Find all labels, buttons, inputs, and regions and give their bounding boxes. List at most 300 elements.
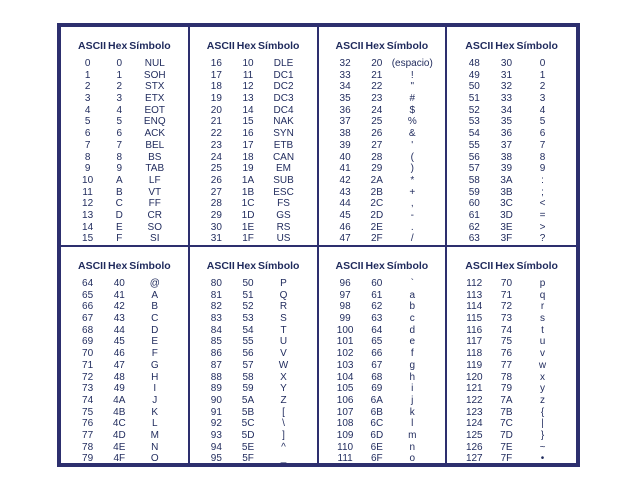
ascii-cell: 69 — [82, 336, 94, 348]
hex-cell: 2D — [370, 209, 384, 221]
symbol-cell: SUB — [273, 174, 294, 186]
ascii-cell: 4 — [84, 104, 91, 116]
ascii-cell: 114 — [466, 301, 483, 313]
ascii-cell: 71 — [82, 359, 94, 371]
symbol-cell: ] — [282, 429, 285, 441]
symbol-cell: } — [540, 429, 545, 441]
hex-cell: 7A — [500, 394, 513, 406]
hex-cell: 8 — [116, 151, 123, 163]
symbol-cell: T — [280, 324, 287, 336]
symbol-cell: R — [279, 301, 288, 313]
table-row — [190, 70, 317, 82]
hex-cell: 50 — [242, 278, 254, 289]
hex-cell: 7 — [116, 139, 123, 151]
ascii-cell: 17 — [210, 69, 222, 81]
symbol-cell: \ — [282, 418, 285, 430]
ascii-cell: 99 — [339, 313, 351, 325]
symbol-cell: 1 — [539, 69, 546, 81]
ascii-cell: 83 — [210, 313, 222, 325]
hex-cell: 3E — [500, 221, 513, 233]
ascii-cell: 15 — [82, 233, 94, 245]
symbol-cell: b — [409, 301, 416, 313]
ascii-cell: 53 — [468, 116, 480, 128]
table-row — [447, 348, 576, 360]
hex-cell: 41 — [113, 289, 125, 301]
table-row — [190, 383, 317, 395]
hex-cell: 10 — [242, 58, 254, 69]
table-row — [447, 58, 576, 70]
hex-cell: 6C — [370, 418, 384, 430]
table-row — [447, 313, 576, 325]
ascii-cell: 39 — [339, 139, 351, 151]
ascii-cell: 44 — [339, 198, 351, 210]
row-list — [190, 278, 317, 465]
header-ascii: ASCII — [206, 40, 235, 52]
table-row — [190, 301, 317, 313]
table-row — [319, 325, 446, 337]
symbol-cell: + — [409, 186, 416, 198]
ascii-cell: 76 — [82, 418, 94, 430]
hex-cell: 77 — [500, 359, 513, 371]
ascii-cell: 34 — [339, 81, 351, 93]
symbol-cell: k — [409, 406, 415, 418]
hex-cell: 14 — [242, 104, 254, 116]
ascii-cell: 112 — [466, 278, 483, 289]
symbol-cell: ( — [410, 151, 414, 163]
table-row — [61, 290, 188, 302]
ascii-cell: 115 — [466, 313, 483, 325]
symbol-cell: z — [540, 394, 546, 406]
symbol-cell: D — [151, 324, 159, 336]
symbol-cell: a — [409, 289, 416, 301]
hex-cell: 33 — [500, 93, 513, 105]
table-row — [447, 198, 576, 210]
table-row — [447, 360, 576, 372]
header-simbolo: Símbolo — [258, 40, 300, 52]
hex-cell: 23 — [371, 93, 383, 105]
table-row — [190, 222, 317, 234]
symbol-cell: ! — [410, 69, 414, 81]
symbol-cell: ) — [410, 163, 414, 175]
hex-cell: 7E — [500, 441, 513, 453]
ascii-cell: 57 — [468, 163, 480, 175]
symbol-cell: l — [411, 418, 414, 430]
row-list — [61, 58, 188, 245]
ascii-cell: 52 — [468, 104, 480, 116]
table-row — [190, 407, 317, 419]
hex-cell: 2F — [370, 233, 383, 245]
header-ascii: ASCII — [335, 260, 364, 272]
table-row — [190, 278, 317, 290]
hex-cell: 3C — [500, 198, 513, 210]
ascii-cell: 61 — [468, 209, 480, 221]
ascii-cell: 86 — [210, 348, 222, 360]
symbol-cell: m — [408, 429, 417, 441]
header-ascii: ASCII — [335, 40, 364, 52]
symbol-cell: U — [279, 336, 288, 348]
hex-cell: 49 — [113, 383, 125, 395]
ascii-cell: 5 — [84, 116, 91, 128]
row-list — [319, 278, 446, 465]
table-row — [447, 222, 576, 234]
hex-cell: C — [115, 198, 123, 210]
symbol-cell: VT — [148, 186, 162, 198]
symbol-cell: ' — [411, 139, 414, 151]
ascii-cell: 124 — [465, 418, 483, 430]
table-row — [447, 233, 576, 245]
symbol-cell: 7 — [539, 139, 546, 151]
ascii-cell: 23 — [210, 139, 222, 151]
ascii-cell: 19 — [210, 93, 222, 105]
hex-cell: 43 — [113, 313, 125, 325]
symbol-cell: i — [411, 383, 414, 395]
symbol-cell: GS — [276, 209, 291, 221]
ascii-cell: 10 — [82, 174, 94, 186]
symbol-cell: 6 — [539, 128, 546, 140]
hex-cell: 69 — [371, 383, 383, 395]
hex-cell: 6F — [370, 453, 383, 465]
table-row — [319, 210, 446, 222]
header-simbolo: Símbolo — [129, 40, 171, 52]
hex-cell: 2A — [370, 174, 383, 186]
symbol-cell: C — [151, 313, 159, 325]
symbol-cell: w — [538, 359, 547, 371]
hex-cell: 59 — [242, 383, 254, 395]
table-row — [319, 58, 446, 70]
symbol-cell: j — [411, 394, 414, 406]
ascii-cell: 121 — [465, 383, 483, 395]
table-row — [447, 383, 576, 395]
header-ascii: ASCII — [206, 260, 235, 272]
table-row — [447, 70, 576, 82]
symbol-cell: CR — [147, 209, 162, 221]
symbol-cell: g — [409, 359, 416, 371]
hex-cell: 66 — [371, 348, 383, 360]
ascii-cell: 78 — [82, 441, 94, 453]
hex-cell: 70 — [500, 278, 513, 289]
ascii-cell: 24 — [210, 151, 222, 163]
symbol-cell: NUL — [144, 58, 165, 69]
table-row — [61, 453, 188, 465]
table-row — [447, 140, 576, 152]
table-row — [190, 93, 317, 105]
hex-cell: 79 — [500, 383, 513, 395]
table-row — [61, 81, 188, 93]
hex-cell: 3A — [500, 174, 513, 186]
table-row — [319, 81, 446, 93]
symbol-cell: ` — [410, 278, 414, 289]
symbol-cell: < — [539, 198, 546, 210]
hex-cell: 39 — [500, 163, 513, 175]
hex-cell: E — [115, 221, 123, 233]
table-row — [319, 175, 446, 187]
table-row — [190, 128, 317, 140]
hex-cell: 37 — [500, 139, 513, 151]
hex-cell: 13 — [242, 93, 254, 105]
symbol-cell: S — [280, 313, 287, 325]
table-row — [61, 222, 188, 234]
hex-cell: 3B — [500, 186, 513, 198]
column-header — [190, 260, 317, 272]
ascii-cell: 64 — [82, 278, 94, 289]
hex-cell: 2 — [116, 81, 123, 93]
hex-cell: 54 — [242, 324, 254, 336]
table-row — [61, 301, 188, 313]
ascii-cell: 0 — [84, 58, 91, 69]
ascii-cell: 50 — [468, 81, 480, 93]
row-list — [319, 58, 446, 245]
ascii-cell: 107 — [336, 406, 354, 418]
hex-cell: 36 — [500, 128, 513, 140]
hex-cell: 44 — [113, 324, 125, 336]
hex-cell: 29 — [371, 163, 383, 175]
hex-cell: 1E — [241, 221, 255, 233]
symbol-cell: E — [151, 336, 159, 348]
ascii-cell: 100 — [336, 324, 354, 336]
ascii-cell: 125 — [465, 429, 483, 441]
ascii-cell: 35 — [339, 93, 351, 105]
symbol-cell: SOH — [143, 69, 166, 81]
table-row — [319, 140, 446, 152]
hex-cell: 25 — [371, 116, 383, 128]
ascii-cell: 16 — [210, 58, 222, 69]
ascii-cell: 62 — [468, 221, 480, 233]
symbol-cell: [ — [282, 406, 285, 418]
ascii-cell: 106 — [336, 394, 354, 406]
ascii-panel — [61, 247, 190, 465]
ascii-cell: 91 — [210, 406, 222, 418]
ascii-cell: 60 — [468, 198, 480, 210]
ascii-cell: 118 — [466, 348, 483, 360]
ascii-cell: 55 — [468, 139, 480, 151]
symbol-cell: / — [410, 233, 414, 245]
symbol-cell: W — [278, 359, 289, 371]
ascii-cell: 46 — [339, 221, 351, 233]
header-hex: Hex — [108, 40, 128, 52]
ascii-panel — [319, 247, 448, 465]
hex-cell: 1D — [241, 209, 255, 221]
symbol-cell: DC2 — [273, 81, 294, 93]
ascii-cell: 70 — [82, 348, 94, 360]
symbol-cell: 9 — [539, 163, 546, 175]
symbol-cell: @ — [149, 278, 160, 289]
ascii-cell: 20 — [210, 104, 222, 116]
symbol-cell: r — [540, 301, 545, 313]
ascii-cell: 54 — [468, 128, 480, 140]
hex-cell: 71 — [500, 289, 513, 301]
ascii-cell: 36 — [339, 104, 351, 116]
ascii-cell: 84 — [210, 324, 222, 336]
symbol-cell: = — [539, 209, 546, 221]
hex-cell: 20 — [371, 58, 383, 69]
symbol-cell: & — [408, 128, 416, 140]
ascii-cell: 47 — [339, 233, 351, 245]
symbol-cell: FF — [148, 198, 161, 210]
symbol-cell: " — [410, 81, 415, 93]
hex-cell: 6A — [370, 394, 383, 406]
symbol-cell: H — [151, 371, 159, 383]
table-row — [319, 152, 446, 164]
symbol-cell: TAB — [145, 163, 165, 175]
hex-cell: 4C — [112, 418, 126, 430]
hex-cell: 58 — [242, 371, 254, 383]
table-row — [447, 152, 576, 164]
ascii-table-frame — [57, 23, 580, 467]
ascii-cell: 110 — [337, 441, 354, 453]
symbol-cell: RS — [276, 221, 291, 233]
table-row — [61, 152, 188, 164]
hex-cell: 6B — [370, 406, 383, 418]
table-row — [319, 163, 446, 175]
table-row — [61, 175, 188, 187]
ascii-panel — [447, 247, 576, 465]
table-row — [190, 325, 317, 337]
symbol-cell: * — [410, 174, 415, 186]
table-row — [61, 278, 188, 290]
ascii-cell: 51 — [468, 93, 480, 105]
symbol-cell: • — [540, 453, 545, 465]
hex-cell: 76 — [500, 348, 513, 360]
header-hex: Hex — [236, 40, 257, 52]
hex-cell: 30 — [500, 58, 513, 69]
table-row — [61, 140, 188, 152]
hex-cell: 73 — [500, 313, 513, 325]
symbol-cell: 0 — [539, 58, 546, 69]
ascii-cell: 116 — [466, 324, 483, 336]
table-row — [447, 301, 576, 313]
ascii-cell: 25 — [210, 163, 222, 175]
ascii-panel — [190, 247, 319, 465]
table-row — [447, 81, 576, 93]
hex-cell: 4A — [113, 394, 126, 406]
ascii-panel — [319, 27, 448, 247]
column-header — [447, 260, 576, 272]
ascii-cell: 32 — [339, 58, 351, 69]
symbol-cell: V — [280, 348, 287, 360]
ascii-cell: 37 — [339, 116, 351, 128]
symbol-cell: - — [410, 209, 414, 221]
symbol-cell: BS — [148, 151, 162, 163]
ascii-cell: 109 — [336, 429, 354, 441]
table-row — [190, 210, 317, 222]
table-row — [61, 336, 188, 348]
hex-cell: 4D — [112, 429, 126, 441]
hex-cell: 5F — [242, 453, 254, 465]
table-row — [190, 360, 317, 372]
symbol-cell: X — [280, 371, 287, 383]
symbol-cell: DC1 — [273, 69, 294, 81]
column-header — [319, 40, 446, 52]
hex-cell: 72 — [500, 301, 513, 313]
table-row — [447, 418, 576, 430]
symbol-cell: ; — [541, 186, 544, 198]
ascii-cell: 104 — [336, 371, 354, 383]
ascii-cell: 119 — [466, 359, 483, 371]
column-header — [61, 40, 188, 52]
ascii-panel — [190, 27, 319, 247]
symbol-cell: . — [410, 221, 414, 233]
hex-cell: 2C — [370, 198, 384, 210]
symbol-cell: G — [150, 359, 159, 371]
table-row — [319, 233, 446, 245]
table-row — [190, 430, 317, 442]
symbol-cell: EOT — [144, 104, 166, 116]
table-row — [319, 105, 446, 117]
table-row — [190, 418, 317, 430]
hex-cell: 6D — [370, 429, 384, 441]
hex-cell: 5B — [241, 406, 255, 418]
table-row — [447, 210, 576, 222]
table-row — [447, 442, 576, 454]
table-row — [61, 325, 188, 337]
table-row — [190, 116, 317, 128]
ascii-cell: 73 — [82, 383, 94, 395]
hex-cell: 4F — [113, 453, 126, 465]
table-row — [319, 278, 446, 290]
table-row — [447, 395, 576, 407]
ascii-cell: 30 — [210, 221, 222, 233]
hex-cell: 48 — [113, 371, 125, 383]
header-ascii: ASCII — [78, 40, 107, 52]
hex-cell: 4 — [116, 104, 123, 116]
symbol-cell: ^ — [281, 441, 286, 453]
symbol-cell: _ — [280, 453, 287, 465]
hex-cell: A — [115, 174, 123, 186]
symbol-cell: x — [540, 371, 546, 383]
table-row — [319, 442, 446, 454]
symbol-cell: DC3 — [273, 93, 294, 105]
ascii-table-grid — [61, 27, 576, 463]
ascii-cell: 90 — [210, 394, 222, 406]
hex-cell: 11 — [242, 69, 254, 81]
header-hex: Hex — [365, 260, 385, 272]
table-row — [319, 418, 446, 430]
hex-cell: 62 — [371, 301, 383, 313]
ascii-cell: 88 — [210, 371, 222, 383]
ascii-cell: 22 — [210, 128, 222, 140]
hex-cell: 56 — [242, 348, 254, 360]
ascii-cell: 29 — [210, 209, 222, 221]
hex-cell: 15 — [242, 116, 254, 128]
symbol-cell: h — [409, 371, 416, 383]
table-row — [447, 163, 576, 175]
ascii-cell: 111 — [337, 453, 353, 465]
ascii-cell: 6 — [84, 128, 91, 140]
table-row — [319, 383, 446, 395]
ascii-cell: 2 — [84, 81, 91, 93]
hex-cell: 75 — [500, 336, 513, 348]
symbol-cell: ESC — [273, 186, 294, 198]
ascii-cell: 21 — [210, 116, 222, 128]
hex-cell: 3D — [500, 209, 513, 221]
ascii-cell: 89 — [210, 383, 222, 395]
symbol-cell: BEL — [145, 139, 165, 151]
hex-cell: 5 — [116, 116, 123, 128]
symbol-cell: ~ — [539, 441, 546, 453]
symbol-cell: 8 — [539, 151, 546, 163]
ascii-cell: 96 — [339, 278, 351, 289]
hex-cell: 1B — [241, 186, 255, 198]
ascii-cell: 77 — [82, 429, 94, 441]
ascii-cell: 98 — [339, 301, 351, 313]
table-row — [319, 313, 446, 325]
symbol-cell: o — [409, 453, 416, 465]
symbol-cell: (espacio) — [391, 58, 433, 69]
symbol-cell: LF — [148, 174, 161, 186]
hex-cell: 12 — [242, 81, 254, 93]
hex-cell: 68 — [371, 371, 383, 383]
hex-cell: 51 — [242, 289, 254, 301]
